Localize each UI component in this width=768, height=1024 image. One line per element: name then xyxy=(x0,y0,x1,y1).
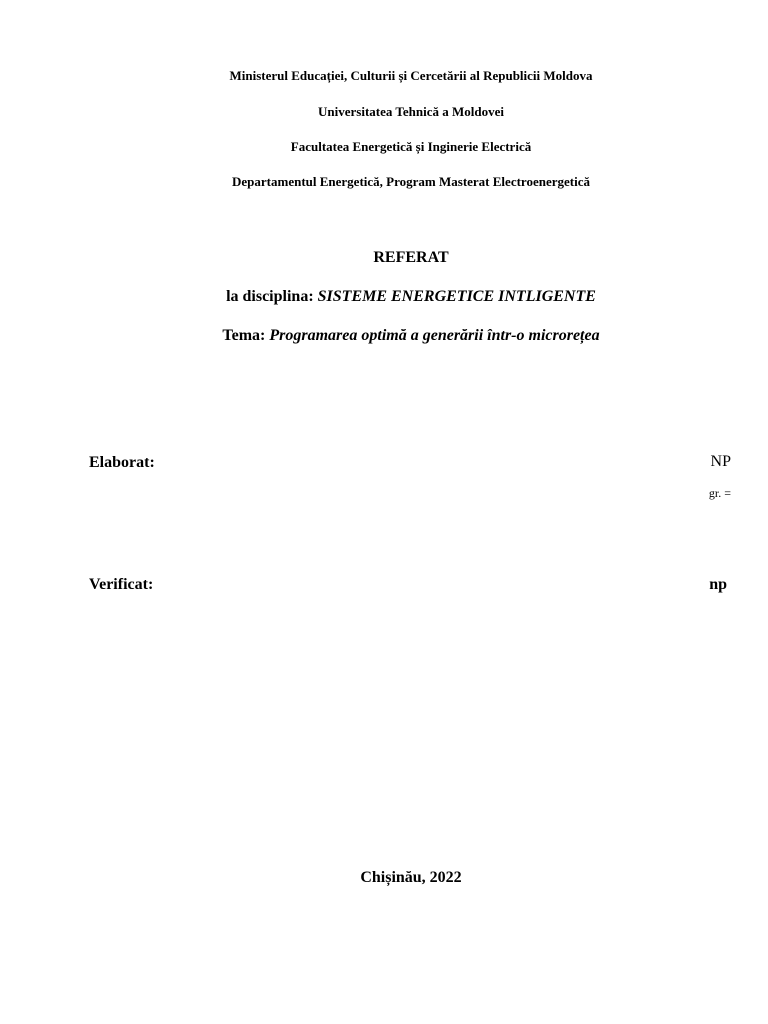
faculty-line: Facultatea Energetică și Inginerie Electrică xyxy=(290,139,532,154)
topic-line xyxy=(0,327,768,345)
elaborat-value: NP xyxy=(710,453,731,470)
group-value: gr. = xyxy=(708,486,731,500)
place-year: Chișinău, 2022 xyxy=(360,869,462,886)
elaborat-label: Elaborat: xyxy=(89,454,155,471)
department-line: Departamentul Energetică, Program Masterat Electroenergetică xyxy=(232,174,590,189)
discipline-line xyxy=(0,288,768,306)
university-line: Universitatea Tehnică a Moldovei xyxy=(318,104,504,119)
ministry-line: Ministerul Educației, Culturii și Cercetării al Republicii Moldova xyxy=(229,68,593,83)
verificat-value: np xyxy=(709,576,727,593)
discipline-value: SISTEME ENERGETICE INTLIGENTE xyxy=(317,288,596,305)
discipline-label: la disciplina: xyxy=(226,288,318,305)
topic-value: Programarea optimă a generării într-o microrețea xyxy=(269,327,600,344)
topic-label: Tema: xyxy=(222,327,270,344)
document-title: REFERAT xyxy=(373,249,449,266)
verificat-label: Verificat: xyxy=(89,576,154,593)
